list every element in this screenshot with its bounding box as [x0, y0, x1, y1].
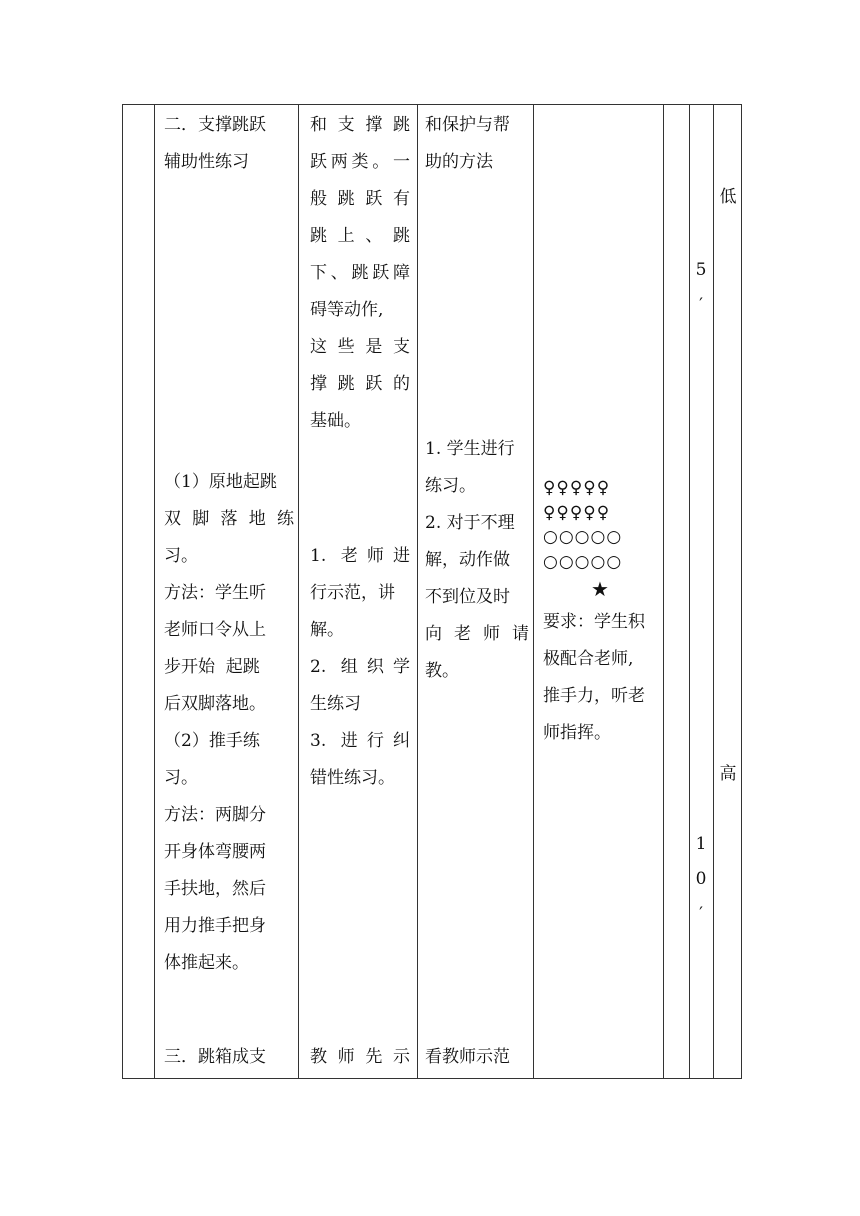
content-line: 用力推手把身: [164, 916, 266, 936]
student-line: 向老师请: [425, 624, 529, 644]
student-line: 助的方法: [425, 152, 493, 172]
intensity-high: [714, 757, 742, 792]
formation-row-female: ♀♀♀♀♀: [543, 478, 611, 498]
content-line: 方法：学生听: [164, 583, 266, 603]
content-line: 步开始 起跳: [164, 657, 260, 677]
time-char: 5: [695, 260, 707, 280]
student-line: 1. 学生进行: [425, 439, 515, 459]
teacher-cell-demo: [310, 1039, 410, 1076]
teacher-line: 碍等动作,: [310, 300, 384, 320]
column-divider: [417, 105, 418, 1078]
column-divider: [533, 105, 534, 1078]
column-divider: [298, 105, 299, 1078]
content-cell-support-jump: [164, 107, 294, 181]
teacher-line: 解。: [310, 620, 344, 640]
intensity-label: 低: [719, 187, 737, 207]
teacher-line: 3. 进行纠: [310, 731, 410, 751]
content-line: 二．支撑跳跃: [164, 115, 266, 135]
organization-cell: [543, 476, 657, 752]
content-line: 老师口令从上: [164, 620, 266, 640]
time-char: 1: [695, 834, 707, 854]
student-cell-watch: [425, 1039, 529, 1076]
column-divider: [713, 105, 714, 1078]
content-line: 后双脚落地。: [164, 694, 266, 714]
content-line: 辅助性练习: [164, 152, 249, 172]
content-line: （1）原地起跳: [164, 472, 277, 492]
requirement-line: 极配合老师,: [543, 649, 634, 669]
student-line: 2. 对于不理: [425, 513, 515, 533]
student-line: 解，动作做: [425, 550, 510, 570]
content-line: 体推起来。: [164, 953, 249, 973]
teacher-line: 教师先示: [310, 1047, 410, 1067]
student-cell-protection: [425, 107, 529, 181]
column-divider: [154, 105, 155, 1078]
content-line: 手扶地，然后: [164, 879, 266, 899]
teacher-line: 行示范，讲: [310, 583, 395, 603]
formation-row-female: ♀♀♀♀♀: [543, 502, 611, 523]
content-line: 三．跳箱成支: [164, 1047, 266, 1067]
time-char: ′: [699, 295, 703, 315]
formation-diagram: [543, 476, 657, 574]
content-line: 方法：两脚分: [164, 805, 266, 825]
student-line: 和保护与帮: [425, 115, 510, 135]
column-divider: [689, 105, 690, 1078]
teacher-cell-steps: [310, 538, 410, 797]
teacher-line: 和支撑跳: [310, 115, 410, 135]
teacher-cell-intro: [310, 107, 410, 440]
content-line: 开身体弯腰两: [164, 842, 266, 862]
teacher-line: 跳上、跳: [310, 226, 410, 246]
teacher-line: 2. 组织学: [310, 657, 410, 677]
student-line: 练习。: [425, 476, 476, 496]
content-cell-vault: [164, 1039, 294, 1076]
content-line: （2）推手练: [164, 731, 260, 751]
teacher-star-icon: ★: [591, 577, 609, 601]
teacher-line: 错性练习。: [310, 768, 395, 788]
lesson-plan-table: [122, 104, 742, 1079]
intensity-low: [714, 180, 742, 215]
teacher-line: 基础。: [310, 411, 361, 431]
requirement-line: 推手力，听老: [543, 686, 645, 706]
content-line: 习。: [164, 768, 198, 788]
content-line: 双脚落地练: [164, 509, 294, 529]
teacher-line: 生练习: [310, 694, 361, 714]
time-value-5: [689, 253, 713, 323]
teacher-line: 般跳跃有: [310, 189, 410, 209]
content-cell-exercises: [164, 464, 294, 982]
content-line: 习。: [164, 546, 198, 566]
organization-requirements: [543, 604, 657, 752]
student-cell-practice: [425, 431, 529, 690]
student-line: 不到位及时: [425, 587, 510, 607]
teacher-line: 这些是支: [310, 337, 410, 357]
teacher-line: 下、跳跃障: [310, 263, 410, 283]
student-line: 教。: [425, 661, 459, 681]
teacher-line: 1. 老师进: [310, 546, 410, 566]
intensity-label: 高: [719, 764, 737, 784]
formation-row-circle: ○○○○○: [543, 527, 623, 547]
formation-row-circle: ○○○○○: [543, 551, 623, 572]
time-char: ′: [699, 904, 703, 924]
requirement-line: 要求：学生积: [543, 612, 645, 632]
time-value-10: [689, 827, 713, 932]
teacher-line: 跃两类。一: [310, 152, 410, 172]
column-divider: [663, 105, 664, 1078]
requirement-line: 师指挥。: [543, 723, 611, 743]
teacher-line: 撑跳跃的: [310, 374, 410, 394]
student-line: 看教师示范: [425, 1047, 510, 1067]
time-char: 0: [695, 869, 707, 889]
